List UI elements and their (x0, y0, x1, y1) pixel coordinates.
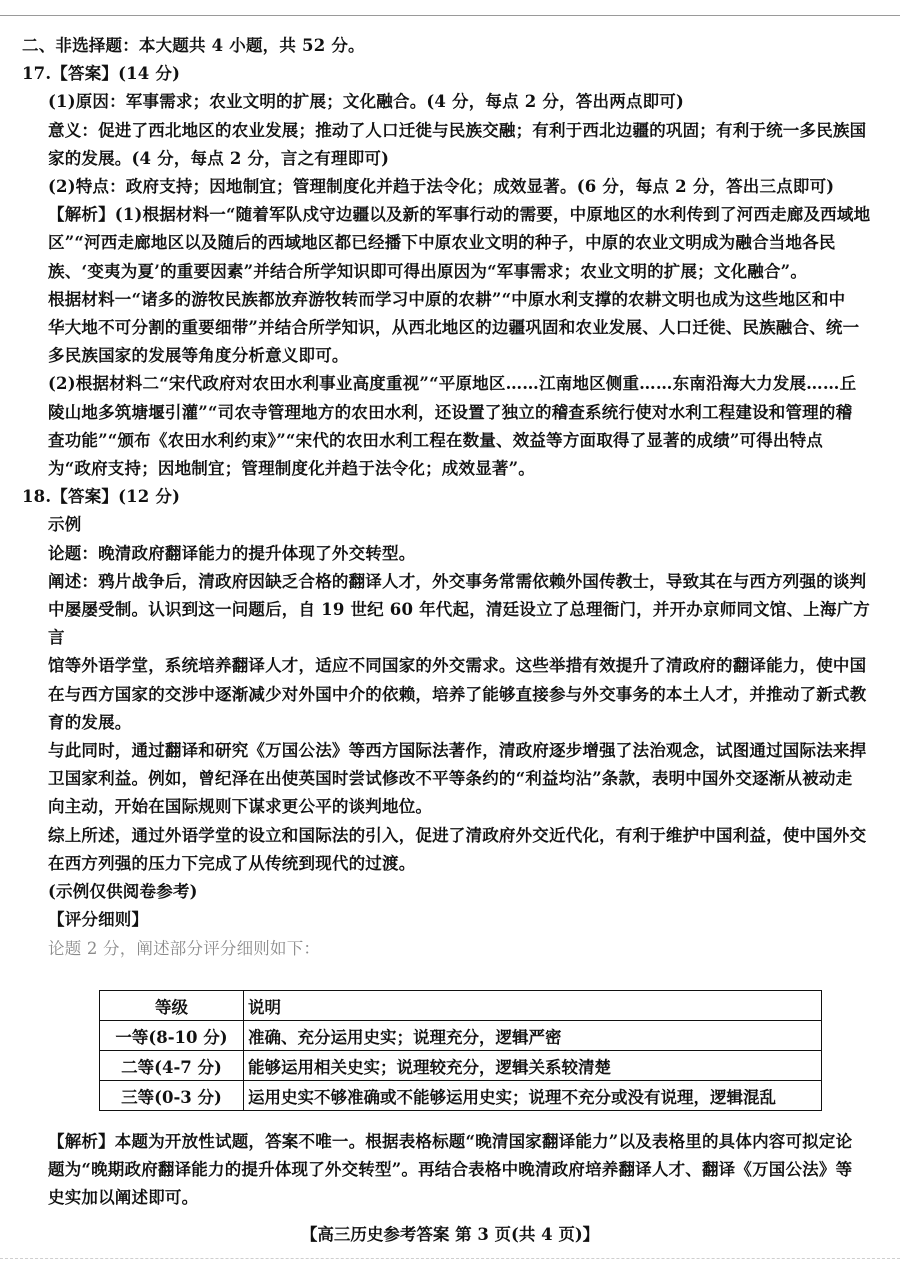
page-footer: 【高三历史参考答案 第 3 页(共 4 页)】 (300, 1225, 600, 1244)
q17-analysis-line: 多民族国家的发展等角度分析意义即可。 (48, 346, 349, 366)
q17-analysis-line: 【解析】(1)根据材料一“随着军队戍守边疆以及新的军事行动的需要，中原地区的水利传到了河西走廊及西域地 (48, 205, 871, 225)
q17-analysis-line: 族、‘变夷为夏’的重要因素”并结合所学知识即可得出原因为“军事需求；农业文明的扩展；文化融合”。 (48, 261, 808, 281)
answer-page (22, 32, 886, 963)
section-heading: 二、非选择题：本大题共 4 小题，共 52 分。 (22, 36, 365, 55)
q18-analysis-line: 题为“晚期政府翻译能力的提升体现了外交转型”。再结合表格中晚清政府培养翻译人才、翻译《万国公法》等 (48, 1160, 853, 1180)
q17-answer-line: (1)原因：军事需求；农业文明的扩展；文化融合。(4 分，每点 2 分，答出两点即可) (48, 92, 685, 112)
table-cell-description: 能够运用相关史实；说理较充分，逻辑关系较清楚 (244, 1051, 822, 1081)
q17-answer-line: 家的发展。(4 分，每点 2 分，言之有理即可) (48, 148, 390, 168)
q18-analysis-line: 【解析】本题为开放性试题，答案不唯一。根据表格标题“晚清国家翻译能力”以及表格里的具体内容可拟定论 (48, 1132, 853, 1151)
q18-rubric-label: 【评分细则】 (48, 910, 149, 930)
q18-body-line: 在西方列强的压力下完成了从传统到现代的过渡。 (48, 853, 416, 873)
q18-rubric-intro: 论题 2 分，阐述部分评分细则如下： (48, 938, 321, 958)
q18-body-line: 阐述：鸦片战争后，清政府因缺乏合格的翻译人才，外交事务常需依赖外国传教士，导致其在与西方列强的谈判 (48, 571, 867, 591)
q18-body-line: 综上所述，通过外语学堂的设立和国际法的引入，促进了清政府外交近代化，有利于维护中国利益，使中国外交 (48, 825, 867, 845)
q18-body-line: 中屡屡受制。认识到这一问题后，自 19 世纪 60 年代起，清廷设立了总理衙门，并开办京师同文馆、上海广方言 (48, 600, 871, 648)
q18-body-line: 向主动，开始在国际规则下谋求更公平的谈判地位。 (48, 797, 433, 817)
table-cell-description: 运用史实不够准确或不能够运用史实；说理不充分或没有说理，逻辑混乱 (244, 1081, 822, 1111)
q18-analysis (22, 1128, 886, 1213)
table-header-cell: 等级 (100, 991, 244, 1021)
q17-answer-line: (2)特点：政府支持；因地制宜；管理制度化并趋于法令化；成效显著。(6 分，每点 2 分，答出三点即可) (48, 177, 835, 197)
bottom-divider (0, 1258, 900, 1260)
table-row (100, 1051, 822, 1081)
q17-header: 17.【答案】(14 分) (22, 64, 181, 84)
table-cell-grade: 一等(8-10 分) (100, 1021, 244, 1051)
q18-thesis: 论题：晚清政府翻译能力的提升体现了外交转型。 (48, 543, 416, 563)
q18-body-line: 育的发展。 (48, 712, 132, 732)
q18-header: 18.【答案】(12 分) (22, 487, 181, 507)
q18-example-label: 示例 (48, 515, 82, 535)
q17-answer-line: 意义：促进了西北地区的农业发展；推动了人口迁徙与民族交融；有利于西北边疆的巩固；有利于统一多民族国 (48, 120, 867, 140)
grading-table (99, 990, 822, 1111)
table-row (100, 1081, 822, 1111)
q17-analysis-line: 区”“河西走廊地区以及随后的西域地区都已经播下中原农业文明的种子，中原的农业文明成为融合当地各民 (48, 233, 836, 253)
q17-analysis-line: 为“政府支持；因地制宜；管理制度化并趋于法令化；成效显著”。 (48, 459, 535, 479)
table-cell-description: 准确、充分运用史实；说理充分，逻辑严密 (244, 1021, 822, 1051)
top-divider (0, 15, 900, 16)
table-header-cell: 说明 (244, 991, 822, 1021)
q17-analysis-line: 陵山地多筑塘堰引灌”“司农寺管理地方的农田水利，还设置了独立的稽查系统行使对水利工程建设和管理的稽 (48, 402, 853, 422)
q17-analysis-line: (2)根据材料二“宋代政府对农田水利事业高度重视”“平原地区……江南地区侧重……东南沿海大力发展……丘 (48, 374, 857, 394)
q18-reference-note: (示例仅供阅卷参考) (48, 882, 198, 902)
q17-analysis-line: 根据材料一“诸多的游牧民族都放弃游牧转而学习中原的农耕”“中原水利支撑的农耕文明也成为这些地区和中 (48, 289, 846, 309)
q18-body-line: 卫国家利益。例如，曾纪泽在出使英国时尝试修改不平等条约的“利益均沾”条款，表明中国外交逐渐从被动走 (48, 769, 853, 789)
table-header-row (100, 991, 822, 1021)
q18-body-line: 在与西方国家的交涉中逐渐减少对外国中介的依赖，培养了能够直接参与外交事务的本土人才，并推动了新式教 (48, 684, 867, 704)
q17-analysis-line: 查功能”“颁布《农田水利约束》”“宋代的农田水利工程在数量、效益等方面取得了显著的成绩”可得出特点 (48, 430, 824, 450)
q18-body-line: 馆等外语学堂，系统培养翻译人才，适应不同国家的外交需求。这些举措有效提升了清政府的翻译能力，使中国 (48, 656, 867, 676)
q18-body-line: 与此同时，通过翻译和研究《万国公法》等西方国际法著作，清政府逐步增强了法治观念，试图通过国际法来捍 (48, 741, 867, 761)
table-row (100, 1021, 822, 1051)
table-cell-grade: 二等(4-7 分) (100, 1051, 244, 1081)
table-cell-grade: 三等(0-3 分) (100, 1081, 244, 1111)
q17-analysis-line: 华大地不可分割的重要细带”并结合所学知识，从西北地区的边疆巩固和农业发展、人口迁徙、民族融合、统一 (48, 318, 860, 338)
q18-analysis-line: 史实加以阐述即可。 (48, 1188, 199, 1208)
